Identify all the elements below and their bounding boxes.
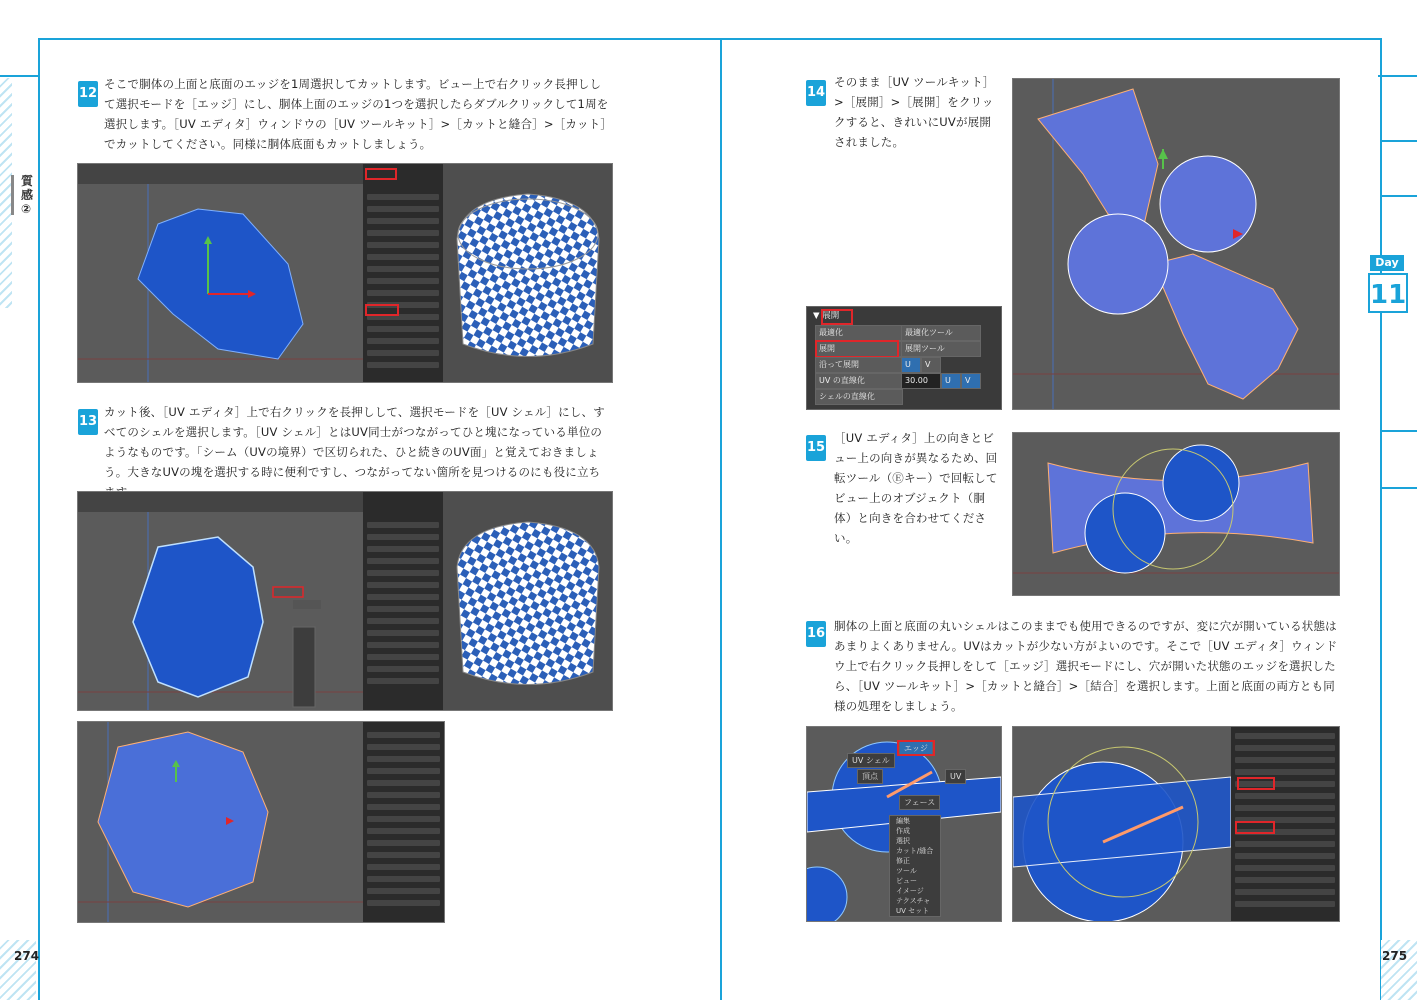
unfold-menu-panel bbox=[806, 306, 1002, 410]
step-badge-15: 15 bbox=[806, 435, 826, 461]
submenu-view[interactable]: ビュー bbox=[896, 877, 917, 885]
submenu-select[interactable]: 選択 bbox=[896, 837, 910, 845]
mode-vertex[interactable]: 頂点 bbox=[857, 769, 883, 784]
side-label: 質感② bbox=[21, 174, 34, 216]
straighten-uv-button[interactable]: UV の直線化 bbox=[815, 373, 903, 389]
step-text-13: カット後、［UV エディタ］上で右クリックを長押しして、選択モードを［UV シェル］にし、すべてのシェルを選択します。［UV シェル］とはUV同士がつながってひと塊になっている単位のようなものです。「シーム（UVの境界）で区切られた、ひと続きのUV面」と覚えておきましょう。大きなUVの塊を選択する時に便利ですし、つながってない箇所を見つけるのにも役に立ち bbox=[104, 405, 605, 479]
day-label: Day bbox=[1370, 255, 1404, 271]
perspective-viewport-2 bbox=[443, 492, 612, 710]
submenu-edit[interactable]: 編集 bbox=[896, 817, 910, 825]
screenshot-step16-sew bbox=[1012, 726, 1340, 922]
uv-shell-graphic-3 bbox=[78, 722, 363, 922]
uv-editor-viewport-4 bbox=[1013, 79, 1339, 409]
unfold-button-highlight bbox=[815, 340, 899, 358]
uv-editor-viewport bbox=[78, 184, 363, 382]
day-badge bbox=[1368, 255, 1408, 313]
uv-toolkit-panel-3 bbox=[363, 722, 444, 922]
mode-edge[interactable]: エッジ bbox=[899, 741, 933, 756]
mode-edge-highlight bbox=[897, 740, 935, 756]
right-tab-lines-3 bbox=[1381, 430, 1417, 432]
screenshot-step12 bbox=[77, 163, 613, 383]
screenshot-step13b bbox=[77, 721, 445, 923]
submenu-texture[interactable]: テクスチャ bbox=[896, 897, 931, 905]
right-tab-lines bbox=[1381, 140, 1417, 142]
step-badge-13: 13 bbox=[78, 409, 98, 435]
optimize-button[interactable]: 最適化 bbox=[815, 325, 903, 341]
right-tab-lines-2 bbox=[1381, 195, 1417, 197]
unfold-u-button[interactable]: U bbox=[901, 357, 921, 373]
submenu-modify[interactable]: 修正 bbox=[896, 857, 910, 865]
perspective-viewport bbox=[443, 164, 612, 382]
screenshot-step14 bbox=[1012, 78, 1340, 410]
rotated-uv-graphic bbox=[1013, 433, 1339, 595]
step-text-16: 胴体の上面と底面の丸いシェルはこのままでも使用できるのですが、変に穴が開いている状態はあまりよくありません。UVはカットが少ない方がよいのです。そこで［UV エディタ］ウィンドウ上で右クリック長押しをして［エッジ］選択モードにし、穴が開いた状態のエッジを選択したら、［UV ツールキット］>［カットと縫合］>［結合］を選択します。上面と底面の両方とも同様の処理をしましょう。 bbox=[834, 619, 1338, 713]
step-badge-14: 14 bbox=[806, 80, 826, 106]
right-tab-lines-4 bbox=[1381, 487, 1417, 489]
submenu-cut-sew[interactable]: カット/縫合 bbox=[896, 847, 934, 855]
step-badge-16: 16 bbox=[806, 621, 826, 647]
step-text-14: そのまま［UV ツールキット］>［展開］>［展開］をクリックすると、きれいにUVが展開されました。 bbox=[834, 75, 995, 149]
uv-editor-viewport-7 bbox=[1013, 727, 1231, 921]
unfolded-uv-graphic bbox=[1013, 79, 1339, 409]
mode-uv-shell[interactable]: UV シェル bbox=[847, 753, 895, 768]
screenshot-step13 bbox=[77, 491, 613, 711]
unfold-header: ▼ 展開 bbox=[813, 311, 840, 321]
unfold-v-button[interactable]: V bbox=[921, 357, 941, 373]
right-margin-line bbox=[1378, 75, 1417, 77]
mode-uv[interactable]: UV bbox=[945, 769, 966, 784]
unfold-along-button[interactable]: 沿って展開 bbox=[815, 357, 903, 373]
uv-toolkit-panel-4 bbox=[1231, 727, 1339, 921]
sew-edge-graphic bbox=[1013, 727, 1231, 921]
screenshot-step16-menu bbox=[806, 726, 1002, 922]
submenu-image[interactable]: イメージ bbox=[896, 887, 924, 895]
submenu-create[interactable]: 作成 bbox=[896, 827, 910, 835]
unfold-tool-button[interactable]: 展開ツール bbox=[901, 341, 981, 357]
submenu-uv-set[interactable]: UV セット bbox=[896, 907, 930, 915]
left-margin-line bbox=[0, 75, 40, 77]
mode-face[interactable]: フェース bbox=[899, 795, 940, 810]
step-text-15: ［UV エディタ］上の向きとビュー上の向きが異なるため、回転ツール（Ⓔキー）で回転してビュー上のオブジェクト（胴体）と向きを合わせてください。 bbox=[834, 431, 998, 545]
side-label-bar bbox=[11, 175, 14, 215]
uv-toolkit-panel bbox=[363, 164, 443, 382]
uv-shell-graphic bbox=[78, 184, 363, 382]
day-number: 11 bbox=[1368, 273, 1408, 313]
uv-shell-graphic-2 bbox=[78, 512, 363, 710]
straighten-u-button[interactable]: U bbox=[941, 373, 961, 389]
checker-cylinder-2 bbox=[443, 492, 612, 710]
straighten-angle-field[interactable]: 30.00 bbox=[901, 373, 941, 389]
checker-cylinder bbox=[443, 164, 612, 382]
unfold-header-highlight bbox=[821, 309, 853, 325]
uv-editor-viewport-3 bbox=[78, 722, 363, 922]
page-number-right: 275 bbox=[1382, 949, 1408, 963]
step-badge-12: 12 bbox=[78, 81, 98, 107]
uv-toolkit-panel-2 bbox=[363, 492, 443, 710]
uv-editor-viewport-2 bbox=[78, 512, 363, 710]
optimize-tool-button[interactable]: 最適化ツール bbox=[901, 325, 981, 341]
page-number-left: 274 bbox=[14, 949, 40, 963]
straighten-v-button[interactable]: V bbox=[961, 373, 981, 389]
step-text-12: そこで胴体の上面と底面のエッジを1周選択してカットします。ビュー上で右クリック長押しして選択モードを［エッジ］にし、胴体上面のエッジの1つを選択したらダブルクリックして1周を選択します。［UV エディタ］ウィンドウの［UV ツールキット］>［カットと縫合］>［カット］でカットしてください。同様に胴体底面もカットしましょう。 bbox=[104, 77, 609, 151]
cut-sew-highlight bbox=[1237, 777, 1275, 790]
straighten-shell-button[interactable]: シェルの直線化 bbox=[815, 389, 903, 405]
marking-submenu bbox=[889, 815, 941, 917]
unfold-button[interactable]: 展開 bbox=[815, 341, 903, 357]
submenu-tools[interactable]: ツール bbox=[896, 867, 917, 875]
screenshot-step15 bbox=[1012, 432, 1340, 596]
sew-highlight bbox=[1235, 821, 1275, 834]
uv-editor-viewport-5 bbox=[1013, 433, 1339, 595]
